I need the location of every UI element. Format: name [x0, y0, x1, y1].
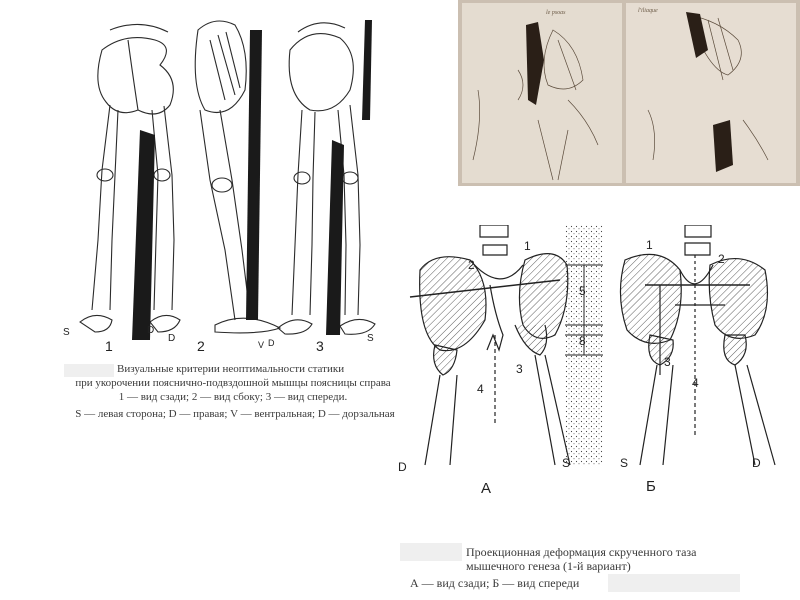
pelvis-d-left: D: [398, 460, 407, 474]
label-d-1: D: [147, 325, 155, 336]
pelvis-caption-line-1: Проекционная деформация скрученного таза: [466, 545, 697, 559]
pelvis-num-2a: 2: [468, 258, 475, 272]
pelvis-panel-b: [620, 225, 775, 465]
redacted-block-3: [608, 574, 740, 592]
pelvis-num-8: 8: [579, 334, 586, 348]
label-v: V: [258, 340, 265, 350]
skeleton-figure: [40, 10, 410, 345]
skeleton-side-view: [195, 21, 280, 333]
pelvis-num-5: 5: [579, 284, 586, 298]
book-photo: [458, 0, 800, 186]
caption-line-2: при укорочении пояснично-подвздошной мышцы поясницы справа: [75, 377, 391, 389]
view-number-3: 3: [316, 338, 324, 354]
label-s-left: S: [63, 327, 70, 338]
caption-line-1: Визуальные критерии неоптимальности статики: [117, 363, 345, 375]
photo-illustrations: [458, 0, 800, 186]
pelvis-num-1a: 1: [524, 239, 531, 253]
plumb-shadows: [132, 20, 372, 340]
pelvis-s-a: S: [562, 456, 571, 470]
label-d-3: D: [268, 338, 275, 348]
pelvis-num-2b: 2: [718, 252, 725, 266]
skeleton-front-view: [278, 23, 375, 334]
pelvis-d-right: D: [752, 456, 761, 470]
pelvis-num-4b: 4: [692, 376, 699, 390]
view-number-1: 1: [105, 338, 113, 354]
pelvis-num-3a: 3: [516, 362, 523, 376]
skeleton-back-view: [80, 24, 180, 332]
pelvis-caption-line-3: А — вид сзади; Б — вид спереди: [410, 576, 580, 590]
caption-line-3: 1 — вид сзади; 2 — вид сбоку; 3 — вид спереди.: [118, 391, 348, 403]
redacted-block-2: [400, 543, 462, 561]
label-d-2: D: [168, 333, 176, 344]
pelvis-caption-line-2: мышечного генеза (1-й вариант): [466, 559, 631, 573]
label-s-right: S: [367, 333, 374, 344]
pelvis-diagram: [395, 225, 800, 475]
pelvis-num-4a: 4: [477, 382, 484, 396]
panel-letter-a: А: [481, 480, 492, 497]
photo-heading-left: le psoas: [546, 10, 566, 16]
pelvis-num-1b: 1: [646, 238, 653, 252]
panel-letter-b: Б: [646, 478, 656, 495]
pelvis-s-b: S: [620, 456, 629, 470]
photo-heading-right: l'iliaque: [638, 8, 658, 14]
pelvis-num-3b: 3: [664, 355, 671, 369]
caption-line-4: S — левая сторона; D — правая; V — вентральная; D — дорзальная: [75, 408, 395, 420]
pelvis-panel-a: [410, 225, 570, 465]
view-number-2: 2: [197, 338, 205, 354]
